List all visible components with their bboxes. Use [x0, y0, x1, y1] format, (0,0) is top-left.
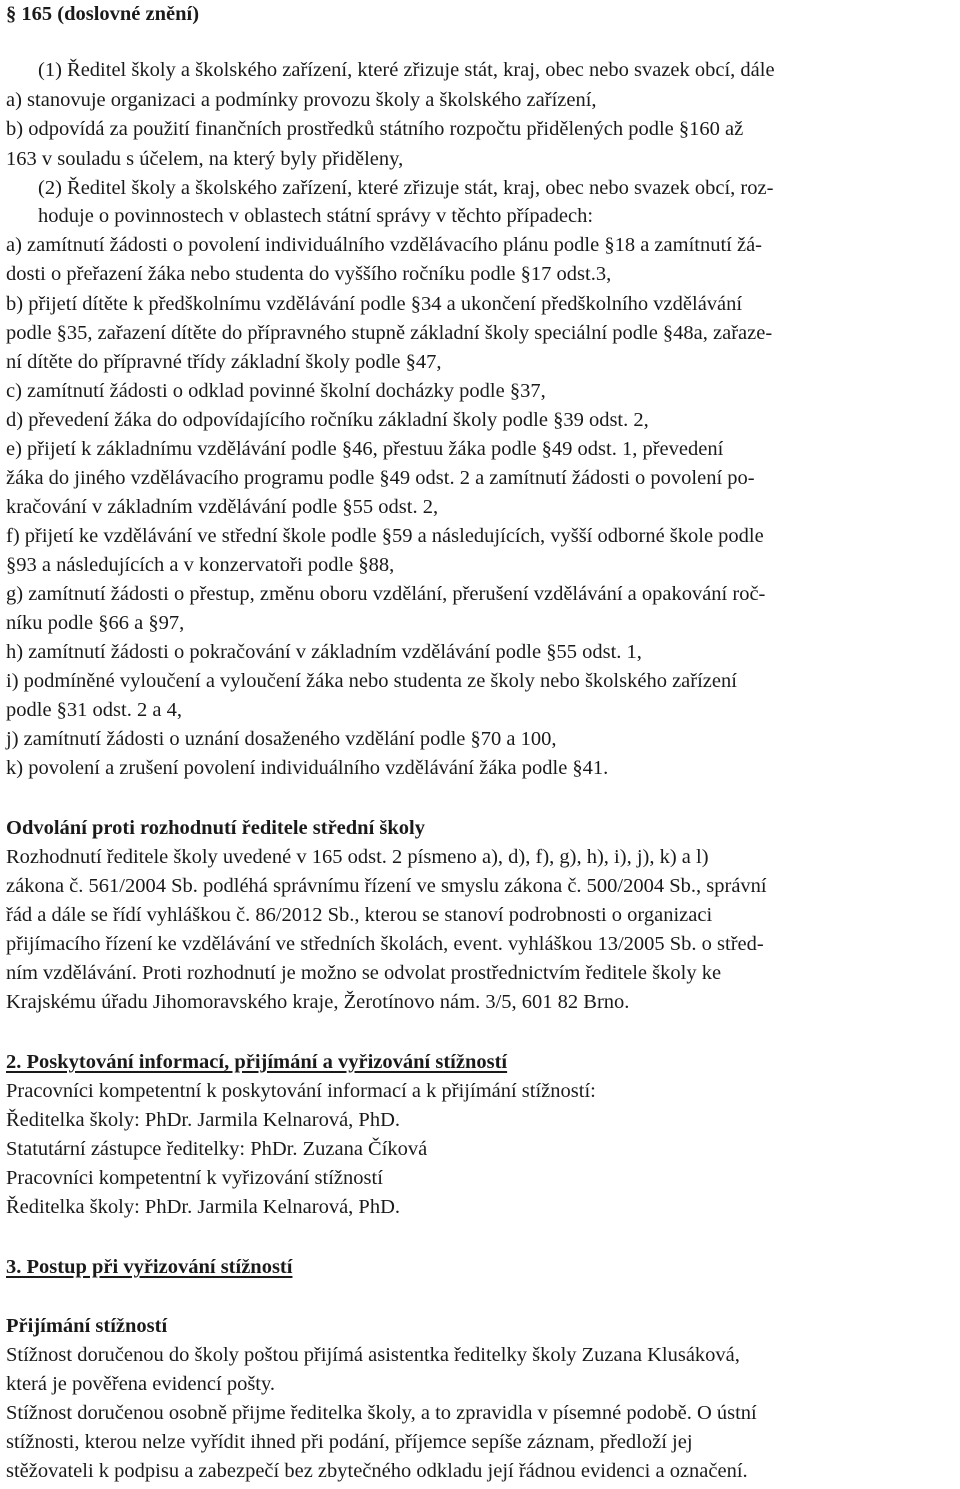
text-line: řád a dále se řídí vyhláškou č. 86/2012 Sb., kterou se stanoví podrobnosti o organizaci	[6, 904, 713, 926]
text-line: zákona č. 561/2004 Sb. podléhá správnímu řízení ve smyslu zákona č. 500/2004 Sb., správní	[6, 875, 767, 897]
text-line: (1) Ředitel školy a školského zařízení, které zřizuje stát, kraj, obec nebo svazek obcí, dále	[38, 59, 775, 81]
section-heading: § 165 (doslovné znění)	[6, 3, 200, 25]
text-line: Ředitelka školy: PhDr. Jarmila Kelnarová, PhD.	[6, 1109, 400, 1131]
section-3-heading: 3. Postup při vyřizování stížností	[6, 1256, 293, 1278]
text-line: c) zamítnutí žádosti o odklad povinné školní docházky podle §37,	[6, 380, 546, 402]
text-line: b) přijetí dítěte k předškolnímu vzdělávání podle §34 a ukončení předškolního vzdělávání	[6, 293, 743, 315]
text-line: žáka do jiného vzdělávacího programu podle §49 odst. 2 a zamítnutí žádosti o povolení po-	[6, 467, 755, 489]
text-line: h) zamítnutí žádosti o pokračování v základním vzdělávání podle §55 odst. 1,	[6, 641, 642, 663]
text-line: ní dítěte do přípravné třídy základní školy podle §47,	[6, 351, 442, 373]
text-line: a) stanovuje organizaci a podmínky provozu školy a školského zařízení,	[6, 89, 597, 111]
text-line: i) podmíněné vyloučení a vyloučení žáka nebo studenta ze školy nebo školského zařízení	[6, 670, 737, 692]
text-line: dosti o přeřazení žáka nebo studenta do vyššího ročníku podle §17 odst.3,	[6, 263, 612, 285]
text-line: stěžovateli k podpisu a zabezpečí bez zbytečného odkladu její řádnou evidenci a označení.	[6, 1460, 748, 1482]
receiving-heading: Přijímání stížností	[6, 1315, 168, 1337]
text-line: 163 v souladu s účelem, na který byly přiděleny,	[6, 148, 404, 170]
text-line: hoduje o povinnostech v oblastech státní správy v těchto případech:	[38, 205, 594, 227]
text-line: přijímacího řízení ke vzdělávání ve středních školách, event. vyhláškou 13/2005 Sb. o střed-	[6, 933, 764, 955]
text-line: (2) Ředitel školy a školského zařízení, které zřizuje stát, kraj, obec nebo svazek obcí, roz-	[38, 177, 774, 199]
text-line: podle §31 odst. 2 a 4,	[6, 699, 182, 721]
text-line: podle §35, zařazení dítěte do přípravného stupně základní školy speciální podle §48a, zařaze-	[6, 322, 773, 344]
text-line: j) zamítnutí žádosti o uznání dosaženého vzdělání podle §70 a 100,	[6, 728, 557, 750]
text-line: ním vzdělávání. Proti rozhodnutí je možno se odvolat prostřednictvím ředitele školy ke	[6, 962, 722, 984]
text-line: stížnosti, kterou nelze vyřídit ihned při podání, příjemce sepíše záznam, předloží jej	[6, 1431, 693, 1453]
text-line: Statutární zástupce ředitelky: PhDr. Zuzana Číková	[6, 1138, 428, 1160]
text-line: §93 a následujících a v konzervatoři podle §88,	[6, 554, 395, 576]
text-line: níku podle §66 a §97,	[6, 612, 185, 634]
appeal-heading: Odvolání proti rozhodnutí ředitele střední školy	[6, 817, 425, 839]
text-line: Krajskému úřadu Jihomoravského kraje, Žerotínovo nám. 3/5, 601 82 Brno.	[6, 991, 630, 1013]
text-line: k) povolení a zrušení povolení individuálního vzdělávání žáka podle §41.	[6, 757, 609, 779]
text-line: kračování v základním vzdělávání podle §55 odst. 2,	[6, 496, 439, 518]
text-line: a) zamítnutí žádosti o povolení individuálního vzdělávacího plánu podle §18 a zamítnutí žá-	[6, 234, 763, 256]
text-line: g) zamítnutí žádosti o přestup, změnu oboru vzdělání, přerušení vzdělávání a opakování roč-	[6, 583, 766, 605]
text-line: f) přijetí ke vzdělávání ve střední škole podle §59 a následujících, vyšší odborné škole podle	[6, 525, 764, 547]
text-line: Ředitelka školy: PhDr. Jarmila Kelnarová, PhD.	[6, 1196, 400, 1218]
text-line: Stížnost doručenou do školy poštou přijímá asistentka ředitelky školy Zuzana Klusáková,	[6, 1344, 740, 1366]
text-line: Pracovníci kompetentní k poskytování informací a k přijímání stížností:	[6, 1080, 596, 1102]
text-line: b) odpovídá za použití finančních prostředků státního rozpočtu přidělených podle §160 až	[6, 118, 744, 140]
text-line: Pracovníci kompetentní k vyřizování stížností	[6, 1167, 383, 1189]
text-line: d) převedení žáka do odpovídajícího ročníku základní školy podle §39 odst. 2,	[6, 409, 649, 431]
text-line: e) přijetí k základnímu vzdělávání podle §46, přestuu žáka podle §49 odst. 1, převedení	[6, 438, 724, 460]
text-line: která je pověřena evidencí pošty.	[6, 1373, 276, 1395]
section-2-heading: 2. Poskytování informací, přijímání a vyřizování stížností	[6, 1051, 508, 1073]
text-line: Rozhodnutí ředitele školy uvedené v 165 odst. 2 písmeno a), d), f), g), h), i), j), k) a l)	[6, 846, 709, 868]
text-line: Stížnost doručenou osobně přijme ředitelka školy, a to zpravidla v písemné podobě. O ústní	[6, 1402, 757, 1424]
